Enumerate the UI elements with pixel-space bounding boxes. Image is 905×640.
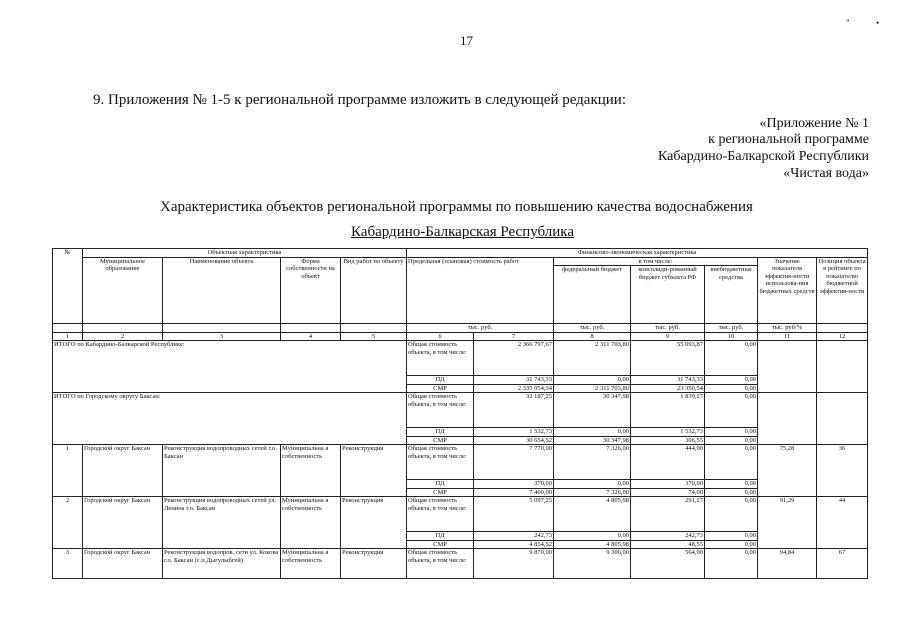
cell-value: 0,00 — [705, 480, 758, 489]
cell-value: 5 097,25 — [474, 497, 554, 532]
cell-value: 0,00 — [705, 532, 758, 541]
col-num: 1 — [53, 332, 83, 341]
object-no: 3 — [53, 549, 83, 579]
header-fin-char: Финансово-экономическая характеристика — [407, 249, 868, 258]
unit: тыс. руб. — [631, 324, 705, 333]
cell-value: 242,73 — [631, 532, 705, 541]
object-ownership: Муниципальна я собственность — [281, 549, 341, 579]
smr-label: СМР — [407, 436, 474, 445]
page-number: 17 — [460, 33, 473, 48]
cell-value: 0,00 — [705, 497, 758, 532]
cell-value: 74,00 — [631, 488, 705, 497]
cell-value: 242,73 — [474, 532, 554, 541]
appendix-line: «Приложение № 1 — [759, 116, 869, 131]
cell-value: 30 654,52 — [474, 436, 554, 445]
doc-subtitle: Кабардино-Балкарская Республика — [351, 224, 575, 240]
cell-value: 32 187,25 — [474, 393, 554, 428]
col-num: 5 — [341, 332, 407, 341]
col-cost-limit: Предельная (плановая) стоимость работ — [407, 257, 554, 324]
cell-value: 31 743,33 — [631, 376, 705, 385]
cell-value: 9 306,00 — [554, 549, 631, 579]
cell-value: 1 839,27 — [631, 393, 705, 428]
col-position: Позиция объекта в рейтинге по показателю бюджетной эффектив-ности — [817, 257, 868, 324]
cell-value: 7 400,00 — [474, 488, 554, 497]
total-cost-label: Общая стоимость объекта, в том числе: — [407, 393, 474, 428]
cell-value: 0,00 — [705, 341, 758, 376]
col-num: 8 — [554, 332, 631, 341]
cell-value: 0,00 — [705, 436, 758, 445]
cell-value: 7 326,00 — [554, 445, 631, 480]
col-efficiency: Значение показателя эффектив-ности использова-ния бюджетных средств — [758, 257, 817, 324]
object-name: Реконструкция водопроводных сетей ул. Ленина г.о. Баксан — [163, 497, 281, 549]
col-num: 11 — [758, 332, 817, 341]
unit: тыс. руб. — [705, 324, 758, 333]
col-federal: федеральный бюджет — [554, 266, 631, 324]
cell-value: 23 350,54 — [631, 384, 705, 393]
col-object-name: Наименование объекта — [163, 257, 281, 324]
cell-value: 30 347,98 — [554, 436, 631, 445]
intro-text: 9. Приложения № 1-5 к региональной программе изложить в следующей редакции: — [93, 92, 627, 108]
total-cost-label: Общая стоимость объекта, в том числе: — [407, 341, 474, 376]
appendix-line: «Чистая вода» — [783, 166, 869, 181]
object-position: 44 — [817, 497, 868, 549]
object-municipal: Городской округ Баксан — [83, 497, 163, 549]
cell-value: 2 366 797,67 — [474, 341, 554, 376]
header-obj-char: Объектная характеристика — [83, 249, 407, 258]
object-efficiency: 75,28 — [758, 445, 817, 497]
col-num: 12 — [817, 332, 868, 341]
col-municipal: Муниципальное образование — [83, 257, 163, 324]
cell-value: 0,00 — [705, 393, 758, 428]
smr-label: СМР — [407, 540, 474, 549]
smr-label: СМР — [407, 488, 474, 497]
col-offbudget: внебюджетные средства — [705, 266, 758, 324]
object-no: 1 — [53, 445, 83, 497]
cell-value: 48,55 — [631, 540, 705, 549]
cell-value: 0,00 — [705, 428, 758, 437]
cell-value: 2 311 703,80 — [554, 384, 631, 393]
col-num: 6 — [407, 332, 474, 341]
cell-value: 55 093,87 — [631, 341, 705, 376]
object-municipal: Городской округ Баксан — [83, 445, 163, 497]
cell-value: 0,00 — [705, 540, 758, 549]
col-num: 2 — [83, 332, 163, 341]
cell-value: 370,00 — [474, 480, 554, 489]
cell-value: 291,27 — [631, 497, 705, 532]
header-including: в том числе: — [554, 257, 758, 266]
cell-value: 7 326,00 — [554, 488, 631, 497]
object-ownership: Муниципальна я собственность — [281, 445, 341, 497]
object-position: 67 — [817, 549, 868, 579]
object-name: Реконструкция водопров. сети ул. Кокова г.о. Баксан (с.п.Дыгулыбгей) — [163, 549, 281, 579]
pd-label: ПД — [407, 532, 474, 541]
object-no: 2 — [53, 497, 83, 549]
object-efficiency: 94,84 — [758, 549, 817, 579]
col-num: 10 — [705, 332, 758, 341]
cell-value: 0,00 — [554, 428, 631, 437]
scan-mark: " — [846, 18, 850, 28]
cell-value: 9 870,00 — [474, 549, 554, 579]
appendix-line: к региональной программе — [708, 132, 869, 147]
cell-value: 0,00 — [554, 480, 631, 489]
col-num: 7 — [474, 332, 554, 341]
cell-value: 1 532,73 — [631, 428, 705, 437]
col-num: 3 — [163, 332, 281, 341]
doc-title: Характеристика объектов региональной программы по повышению качества водоснабжения — [160, 199, 753, 215]
cell-value: 0,00 — [554, 376, 631, 385]
pd-label: ПД — [407, 428, 474, 437]
unit: тыс. руб. — [407, 324, 554, 333]
scan-mark: • — [876, 18, 880, 28]
cell-value: 0,00 — [705, 384, 758, 393]
cell-value: 370,00 — [631, 480, 705, 489]
col-num: 9 — [631, 332, 705, 341]
object-work: Реконструкция — [341, 497, 407, 549]
total-label: ИТОГО по Кабардино-Балкарской Республике: — [53, 341, 407, 393]
cell-value: 0,00 — [705, 445, 758, 480]
unit: тыс. руб. — [554, 324, 631, 333]
col-no: № — [53, 249, 83, 324]
cell-value: 30 347,98 — [554, 393, 631, 428]
cell-value: 2 335 054,34 — [474, 384, 554, 393]
object-name: Реконструкция водопроводных сетей г.о. Баксан — [163, 445, 281, 497]
cell-value: 564,00 — [631, 549, 705, 579]
cell-value: 0,00 — [705, 376, 758, 385]
object-efficiency: 91,29 — [758, 497, 817, 549]
cell-value: 4 854,52 — [474, 540, 554, 549]
cell-value: 0,00 — [705, 488, 758, 497]
pd-label: ПД — [407, 480, 474, 489]
total-cost-label: Общая стоимость объекта, в том числе: — [407, 445, 474, 480]
object-work: Реконструкция — [341, 445, 407, 497]
object-ownership: Муниципальна я собственность — [281, 497, 341, 549]
unit: тыс. руб/% — [758, 324, 817, 333]
col-consolidated: консолиди-рованный бюджет субъекта РФ — [631, 266, 705, 324]
cell-value: 4 805,98 — [554, 497, 631, 532]
objects-table — [52, 248, 868, 579]
cell-value: 0,00 — [554, 532, 631, 541]
total-cost-label: Общая стоимость объекта, в том числе: — [407, 497, 474, 532]
cell-value: 2 311 703,80 — [554, 341, 631, 376]
object-municipal: Городской округ Баксан — [83, 549, 163, 579]
col-num: 4 — [281, 332, 341, 341]
cell-value: 7 770,00 — [474, 445, 554, 480]
total-label: ИТОГО по Городскому округу Баксан: — [53, 393, 407, 445]
col-work-type: Вид работ по объекту — [341, 257, 407, 324]
total-cost-label: Общая стоимость объекта, в том числе: — [407, 549, 474, 579]
cell-value: 4 805,98 — [554, 540, 631, 549]
appendix-line: Кабардино-Балкарской Республики — [658, 149, 869, 164]
smr-label: СМР — [407, 384, 474, 393]
cell-value: 31 743,33 — [474, 376, 554, 385]
object-position: 36 — [817, 445, 868, 497]
pd-label: ПД — [407, 376, 474, 385]
cell-value: 0,00 — [705, 549, 758, 579]
cell-value: 306,55 — [631, 436, 705, 445]
object-work: Реконструкция — [341, 549, 407, 579]
cell-value: 444,00 — [631, 445, 705, 480]
cell-value: 1 532,73 — [474, 428, 554, 437]
col-ownership: Форма собственности на объект — [281, 257, 341, 324]
